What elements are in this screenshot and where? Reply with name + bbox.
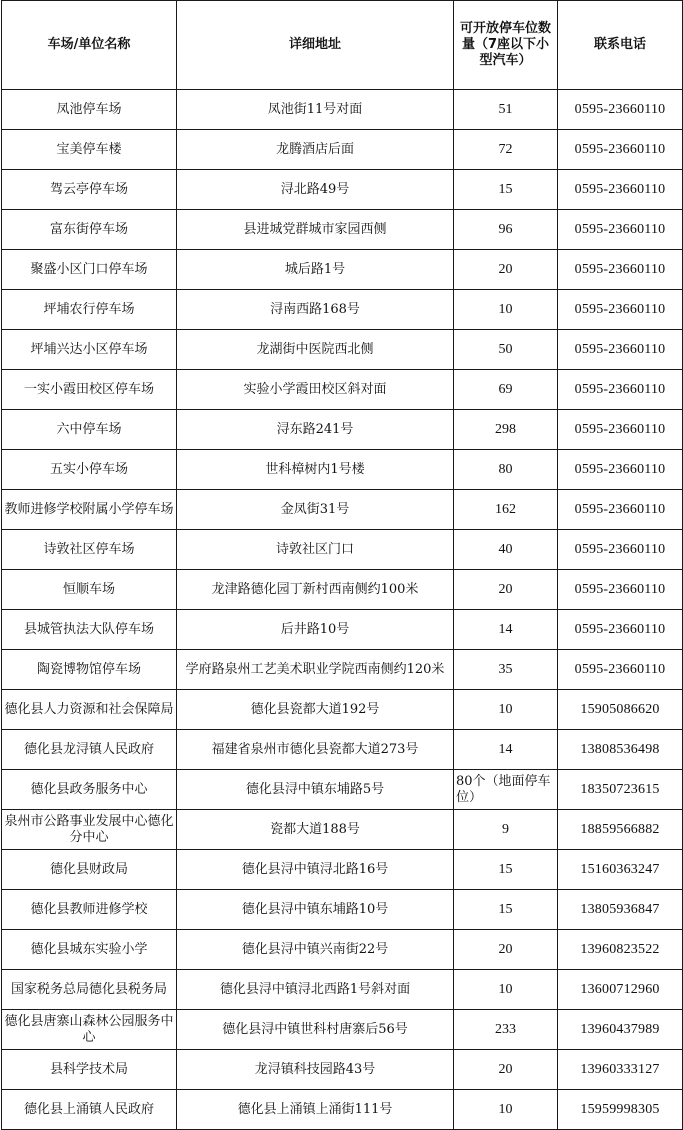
cell-address: 德化县浔中镇浔北路16号 xyxy=(177,850,454,890)
cell-address: 后井路10号 xyxy=(177,610,454,650)
cell-spaces: 69 xyxy=(454,370,558,410)
cell-spaces: 20 xyxy=(454,250,558,290)
cell-name: 五实小停车场 xyxy=(2,450,177,490)
cell-spaces: 15 xyxy=(454,850,558,890)
cell-phone: 0595-23660110 xyxy=(558,570,683,610)
cell-address: 德化县浔中镇浔北西路1号斜对面 xyxy=(177,970,454,1010)
table-row xyxy=(2,730,683,770)
cell-spaces: 20 xyxy=(454,570,558,610)
cell-spaces: 80 xyxy=(454,450,558,490)
header-name: 车场/单位名称 xyxy=(2,1,177,90)
cell-spaces: 10 xyxy=(454,1090,558,1130)
cell-name: 六中停车场 xyxy=(2,410,177,450)
table-row xyxy=(2,810,683,850)
cell-phone: 0595-23660110 xyxy=(558,370,683,410)
table-body xyxy=(2,90,683,1130)
cell-phone: 0595-23660110 xyxy=(558,530,683,570)
cell-spaces: 50 xyxy=(454,330,558,370)
cell-address: 实验小学霞田校区斜对面 xyxy=(177,370,454,410)
table-row xyxy=(2,530,683,570)
cell-phone: 0595-23660110 xyxy=(558,450,683,490)
cell-phone: 0595-23660110 xyxy=(558,610,683,650)
cell-address: 德化县上涌镇上涌街111号 xyxy=(177,1090,454,1130)
cell-name: 县城管执法大队停车场 xyxy=(2,610,177,650)
cell-name: 德化县上涌镇人民政府 xyxy=(2,1090,177,1130)
table-row xyxy=(2,370,683,410)
cell-address: 凤池街11号对面 xyxy=(177,90,454,130)
cell-spaces: 298 xyxy=(454,410,558,450)
cell-spaces: 15 xyxy=(454,890,558,930)
cell-spaces: 10 xyxy=(454,290,558,330)
table-row xyxy=(2,1090,683,1130)
cell-name: 德化县政务服务中心 xyxy=(2,770,177,810)
table-row xyxy=(2,330,683,370)
cell-name: 驾云亭停车场 xyxy=(2,170,177,210)
header-spaces: 可开放停车位数量（7座以下小型汽车） xyxy=(454,1,558,90)
cell-name: 一实小霞田校区停车场 xyxy=(2,370,177,410)
cell-spaces: 162 xyxy=(454,490,558,530)
cell-phone: 13960333127 xyxy=(558,1050,683,1090)
cell-name: 聚盛小区门口停车场 xyxy=(2,250,177,290)
table-row xyxy=(2,410,683,450)
cell-spaces: 10 xyxy=(454,690,558,730)
cell-phone: 0595-23660110 xyxy=(558,330,683,370)
cell-phone: 0595-23660110 xyxy=(558,290,683,330)
cell-phone: 13805936847 xyxy=(558,890,683,930)
cell-phone: 13960437989 xyxy=(558,1010,683,1050)
cell-phone: 0595-23660110 xyxy=(558,90,683,130)
cell-spaces: 10 xyxy=(454,970,558,1010)
cell-name: 凤池停车场 xyxy=(2,90,177,130)
cell-spaces: 80个（地面停车位） xyxy=(454,770,558,810)
cell-address: 德化县浔中镇兴南街22号 xyxy=(177,930,454,970)
cell-name: 德化县人力资源和社会保障局 xyxy=(2,690,177,730)
table-row xyxy=(2,450,683,490)
table-row xyxy=(2,170,683,210)
cell-name: 恒顺车场 xyxy=(2,570,177,610)
cell-spaces: 233 xyxy=(454,1010,558,1050)
cell-phone: 18350723615 xyxy=(558,770,683,810)
cell-name: 德化县城东实验小学 xyxy=(2,930,177,970)
cell-address: 城后路1号 xyxy=(177,250,454,290)
cell-phone: 13960823522 xyxy=(558,930,683,970)
cell-name: 宝美停车楼 xyxy=(2,130,177,170)
table-row xyxy=(2,210,683,250)
cell-address: 浔北路49号 xyxy=(177,170,454,210)
cell-name: 泉州市公路事业发展中心德化分中心 xyxy=(2,810,177,850)
cell-address: 德化县浔中镇世科村唐寨后56号 xyxy=(177,1010,454,1050)
table-row xyxy=(2,970,683,1010)
parking-table xyxy=(1,0,683,1130)
table-row xyxy=(2,770,683,810)
cell-phone: 0595-23660110 xyxy=(558,170,683,210)
table-row xyxy=(2,250,683,290)
cell-phone: 0595-23660110 xyxy=(558,250,683,290)
cell-address: 德化县浔中镇东埔路5号 xyxy=(177,770,454,810)
cell-phone: 15905086620 xyxy=(558,690,683,730)
cell-name: 诗敦社区停车场 xyxy=(2,530,177,570)
cell-phone: 15160363247 xyxy=(558,850,683,890)
cell-phone: 0595-23660110 xyxy=(558,130,683,170)
cell-address: 龙湖街中医院西北侧 xyxy=(177,330,454,370)
cell-phone: 0595-23660110 xyxy=(558,410,683,450)
cell-name: 德化县财政局 xyxy=(2,850,177,890)
cell-address: 龙腾酒店后面 xyxy=(177,130,454,170)
table-row xyxy=(2,850,683,890)
table-header-row xyxy=(2,1,683,90)
table-row xyxy=(2,690,683,730)
cell-name: 德化县唐寨山森林公园服务中心 xyxy=(2,1010,177,1050)
cell-spaces: 9 xyxy=(454,810,558,850)
cell-address: 福建省泉州市德化县瓷都大道273号 xyxy=(177,730,454,770)
cell-address: 瓷都大道188号 xyxy=(177,810,454,850)
cell-address: 金凤街31号 xyxy=(177,490,454,530)
cell-address: 诗敦社区门口 xyxy=(177,530,454,570)
cell-phone: 13808536498 xyxy=(558,730,683,770)
cell-name: 富东街停车场 xyxy=(2,210,177,250)
cell-spaces: 15 xyxy=(454,170,558,210)
cell-address: 德化县瓷都大道192号 xyxy=(177,690,454,730)
cell-spaces: 96 xyxy=(454,210,558,250)
cell-address: 世科樟树内1号楼 xyxy=(177,450,454,490)
cell-spaces: 72 xyxy=(454,130,558,170)
cell-address: 德化县浔中镇东埔路10号 xyxy=(177,890,454,930)
header-phone: 联系电话 xyxy=(558,1,683,90)
table-row xyxy=(2,650,683,690)
cell-spaces: 14 xyxy=(454,610,558,650)
cell-name: 陶瓷博物馆停车场 xyxy=(2,650,177,690)
cell-spaces: 20 xyxy=(454,1050,558,1090)
cell-phone: 0595-23660110 xyxy=(558,490,683,530)
table-row xyxy=(2,130,683,170)
cell-name: 教师进修学校附属小学停车场 xyxy=(2,490,177,530)
cell-phone: 15959998305 xyxy=(558,1090,683,1130)
cell-address: 县进城党群城市家园西侧 xyxy=(177,210,454,250)
table-row xyxy=(2,1050,683,1090)
cell-phone: 0595-23660110 xyxy=(558,210,683,250)
cell-spaces: 14 xyxy=(454,730,558,770)
cell-name: 德化县教师进修学校 xyxy=(2,890,177,930)
cell-name: 县科学技术局 xyxy=(2,1050,177,1090)
cell-spaces: 51 xyxy=(454,90,558,130)
cell-address: 龙津路德化园丁新村西南侧约100米 xyxy=(177,570,454,610)
cell-name: 国家税务总局德化县税务局 xyxy=(2,970,177,1010)
table-row xyxy=(2,930,683,970)
cell-phone: 0595-23660110 xyxy=(558,650,683,690)
header-address: 详细地址 xyxy=(177,1,454,90)
cell-address: 浔东路241号 xyxy=(177,410,454,450)
table-row xyxy=(2,90,683,130)
cell-spaces: 20 xyxy=(454,930,558,970)
table-row xyxy=(2,610,683,650)
cell-address: 浔南西路168号 xyxy=(177,290,454,330)
cell-name: 坪埔农行停车场 xyxy=(2,290,177,330)
cell-spaces: 35 xyxy=(454,650,558,690)
cell-address: 学府路泉州工艺美术职业学院西南侧约120米 xyxy=(177,650,454,690)
cell-spaces: 40 xyxy=(454,530,558,570)
cell-phone: 18859566882 xyxy=(558,810,683,850)
table-row xyxy=(2,1010,683,1050)
cell-name: 坪埔兴达小区停车场 xyxy=(2,330,177,370)
table-row xyxy=(2,570,683,610)
table-row xyxy=(2,290,683,330)
cell-name: 德化县龙浔镇人民政府 xyxy=(2,730,177,770)
cell-address: 龙浔镇科技园路43号 xyxy=(177,1050,454,1090)
cell-phone: 13600712960 xyxy=(558,970,683,1010)
table-row xyxy=(2,490,683,530)
table-row xyxy=(2,890,683,930)
